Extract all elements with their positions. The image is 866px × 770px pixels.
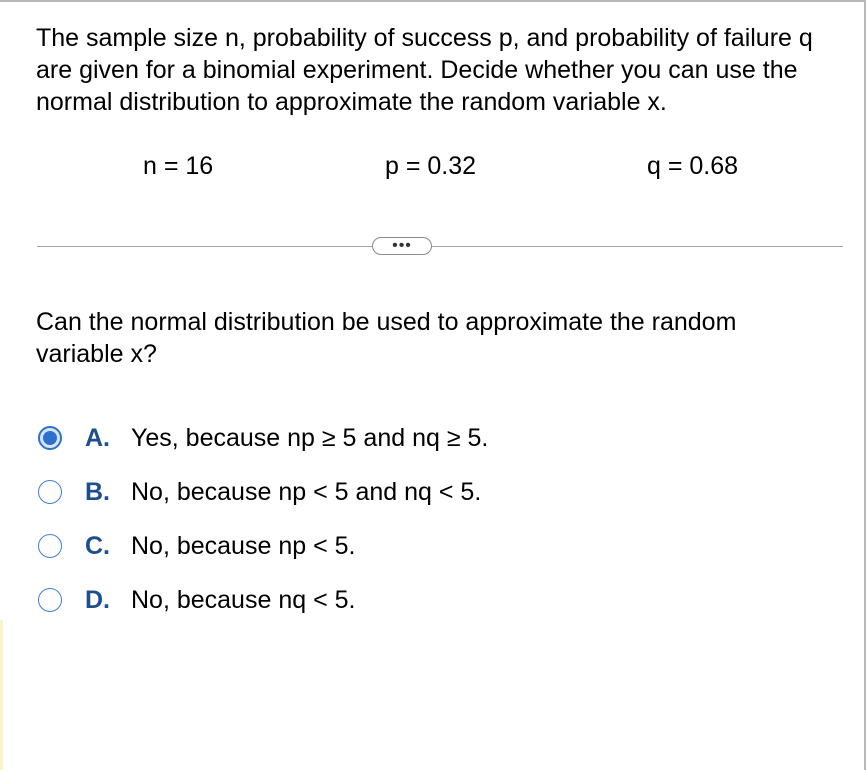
answer-options [38,411,738,627]
panel-left-highlight [0,620,3,770]
option-text: No, because nq < 5. [131,585,356,614]
option-c[interactable] [38,519,738,573]
answer-prompt: Can the normal distribution be used to approximate the random variable x? [36,308,737,368]
question-text: The sample size n, probability of success p, and probability of failure q are given for a binomial experiment. Decide whether you can use the normal distribution to approximate the random variable x. [36,24,813,116]
panel-top-border [0,0,866,2]
option-text: No, because np < 5. [131,531,356,560]
option-letter: C. [85,531,110,560]
radio-icon[interactable] [38,480,62,504]
radio-selected-icon[interactable] [38,426,62,450]
option-letter: B. [85,477,110,506]
radio-icon[interactable] [38,588,62,612]
param-n: n = 16 [143,152,214,180]
expand-more-button[interactable]: ••• [372,237,432,255]
param-p: p = 0.32 [385,152,477,180]
option-d[interactable] [38,573,738,627]
radio-icon[interactable] [38,534,62,558]
section-divider [37,246,843,247]
option-letter: D. [85,585,110,614]
option-b[interactable] [38,465,738,519]
param-q: q = 0.68 [647,152,739,180]
option-a[interactable] [38,411,738,465]
parameter-row [0,150,866,182]
option-text: No, because np < 5 and nq < 5. [131,477,482,506]
option-letter: A. [85,423,110,452]
option-text: Yes, because np ≥ 5 and nq ≥ 5. [131,423,489,452]
